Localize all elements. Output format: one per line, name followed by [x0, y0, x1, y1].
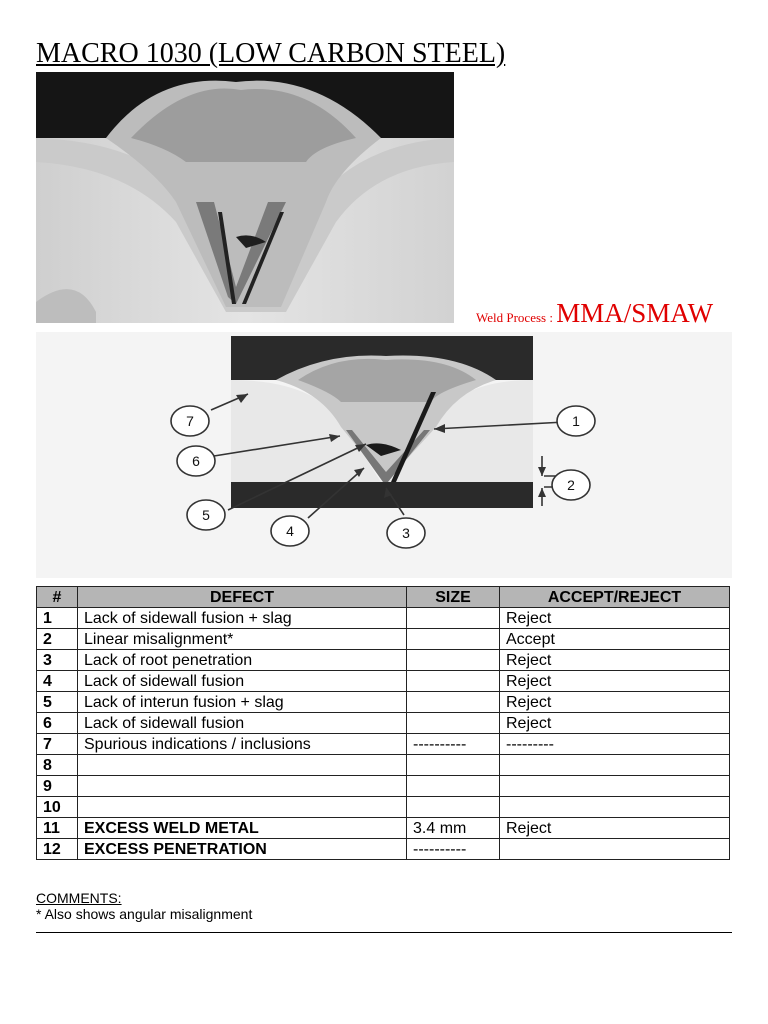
row-result: Reject	[500, 608, 730, 629]
row-size	[407, 713, 500, 734]
table-row	[37, 776, 730, 797]
comments	[36, 890, 252, 922]
row-defect: Lack of sidewall fusion + slag	[78, 608, 407, 629]
page-title: MACRO 1030 (LOW CARBON STEEL)	[36, 38, 506, 69]
row-size	[407, 692, 500, 713]
row-size: ----------	[407, 839, 500, 860]
table-row	[37, 608, 730, 629]
row-defect: Lack of interun fusion + slag	[78, 692, 407, 713]
row-number: 12	[37, 839, 78, 860]
row-size: 3.4 mm	[407, 818, 500, 839]
row-number: 8	[37, 755, 78, 776]
row-number: 10	[37, 797, 78, 818]
row-result	[500, 839, 730, 860]
callout-6-label: 6	[192, 453, 200, 469]
table-row	[37, 650, 730, 671]
row-size	[407, 671, 500, 692]
row-size	[407, 608, 500, 629]
row-result	[500, 797, 730, 818]
row-number: 4	[37, 671, 78, 692]
row-defect: Lack of sidewall fusion	[78, 671, 407, 692]
row-size: ----------	[407, 734, 500, 755]
header-defect: DEFECT	[78, 587, 407, 608]
defect-table	[36, 586, 730, 860]
row-result: Reject	[500, 713, 730, 734]
row-defect: Spurious indications / inclusions	[78, 734, 407, 755]
row-number: 7	[37, 734, 78, 755]
row-number: 2	[37, 629, 78, 650]
table-row	[37, 755, 730, 776]
row-number: 5	[37, 692, 78, 713]
callout-1-label: 1	[572, 413, 580, 429]
weld-process	[476, 298, 713, 329]
callout-5-label: 5	[202, 507, 210, 523]
table-row	[37, 734, 730, 755]
row-size	[407, 755, 500, 776]
row-number: 3	[37, 650, 78, 671]
row-size	[407, 629, 500, 650]
callout-4-label: 4	[286, 523, 294, 539]
defect-diagram	[36, 332, 732, 578]
header-size: SIZE	[407, 587, 500, 608]
weld-macro-photo-graphic	[36, 72, 454, 323]
table-row	[37, 713, 730, 734]
row-result: Reject	[500, 671, 730, 692]
row-defect	[78, 755, 407, 776]
weld-macro-photo	[36, 72, 454, 323]
header-result: ACCEPT/REJECT	[500, 587, 730, 608]
row-defect	[78, 776, 407, 797]
row-defect: Linear misalignment*	[78, 629, 407, 650]
row-number: 6	[37, 713, 78, 734]
row-defect	[78, 797, 407, 818]
bottom-divider	[36, 932, 732, 933]
row-defect: Lack of sidewall fusion	[78, 713, 407, 734]
callout-3-label: 3	[402, 525, 410, 541]
weld-process-value: MMA/SMAW	[556, 298, 714, 328]
defect-diagram-graphic	[36, 332, 732, 578]
table-row	[37, 629, 730, 650]
row-result: Reject	[500, 818, 730, 839]
row-result: Reject	[500, 692, 730, 713]
callout-7-label: 7	[186, 413, 194, 429]
row-size	[407, 797, 500, 818]
row-size	[407, 776, 500, 797]
comments-heading: COMMENTS:	[36, 890, 122, 906]
row-result: Reject	[500, 650, 730, 671]
table-row	[37, 671, 730, 692]
row-result: Accept	[500, 629, 730, 650]
row-size	[407, 650, 500, 671]
row-defect: EXCESS PENETRATION	[78, 839, 407, 860]
callout-2-label: 2	[567, 477, 575, 493]
row-defect: Lack of root penetration	[78, 650, 407, 671]
row-result: ---------	[500, 734, 730, 755]
table-row	[37, 839, 730, 860]
row-number: 11	[37, 818, 78, 839]
header-num: #	[37, 587, 78, 608]
comments-text: * Also shows angular misalignment	[36, 906, 253, 922]
row-result	[500, 776, 730, 797]
table-row	[37, 797, 730, 818]
row-number: 9	[37, 776, 78, 797]
table-row	[37, 818, 730, 839]
table-row	[37, 692, 730, 713]
row-result	[500, 755, 730, 776]
weld-process-label: Weld Process :	[476, 310, 557, 325]
row-defect: EXCESS WELD METAL	[78, 818, 407, 839]
table-header-row	[37, 587, 730, 608]
row-number: 1	[37, 608, 78, 629]
